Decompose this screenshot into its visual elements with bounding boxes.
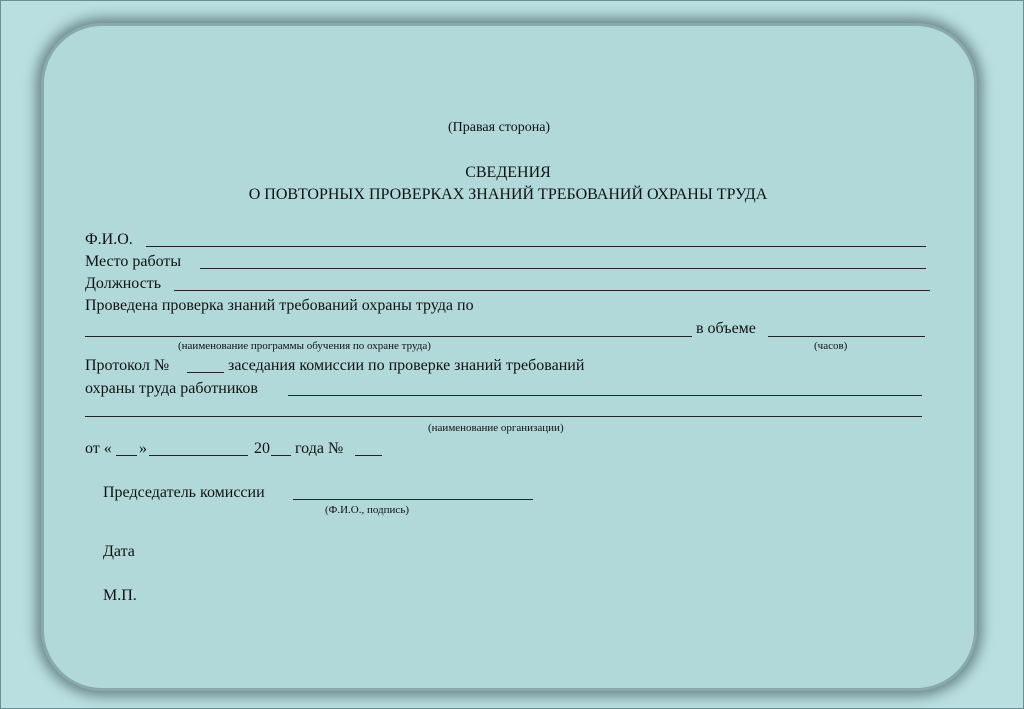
form-title: СВЕДЕНИЯ xyxy=(465,164,551,181)
chair-hint: (Ф.И.О., подпись) xyxy=(325,504,409,516)
year-field-line xyxy=(271,455,291,456)
program-hint: (наименование программы обучения по охране труда) xyxy=(178,340,431,352)
protocol-number-line xyxy=(187,372,224,373)
side-note: (Правая сторона) xyxy=(448,120,551,135)
protocol-label: Протокол № xyxy=(85,357,170,374)
organization-field-line xyxy=(85,416,922,417)
workplace-field-line xyxy=(200,268,926,269)
date-close-quote: » xyxy=(139,440,147,457)
protocol-text: заседания комиссии по проверке знаний требований xyxy=(228,357,585,374)
fio-field-line xyxy=(146,246,926,247)
day-field-line xyxy=(116,455,137,456)
form-subtitle: О ПОВТОРНЫХ ПРОВЕРКАХ ЗНАНИЙ ТРЕБОВАНИЙ ОХРАНЫ ТРУДА xyxy=(248,186,768,203)
hours-field-line xyxy=(768,336,925,337)
hours-hint: (часов) xyxy=(814,340,848,352)
workplace-label: Место работы xyxy=(85,253,182,270)
program-field-line xyxy=(85,336,692,337)
month-field-line xyxy=(149,455,248,456)
position-label: Должность xyxy=(85,275,162,292)
number-field-line xyxy=(355,455,382,456)
workers-field-line xyxy=(288,395,922,396)
volume-label: в объеме xyxy=(696,320,756,337)
position-field-line xyxy=(174,290,930,291)
date-label: Дата xyxy=(103,543,135,560)
year-prefix: 20 xyxy=(254,440,270,457)
workers-label: охраны труда работников xyxy=(85,380,258,397)
date-from-label: от « xyxy=(85,440,112,457)
stamp-label: М.П. xyxy=(103,587,137,604)
chair-label: Председатель комиссии xyxy=(103,484,265,501)
year-number-label: года № xyxy=(295,440,344,457)
organization-hint: (наименование организации) xyxy=(428,422,564,434)
check-text: Проведена проверка знаний требований охраны труда по xyxy=(85,297,474,314)
fio-label: Ф.И.О. xyxy=(85,231,133,248)
chair-signature-line xyxy=(293,499,533,500)
